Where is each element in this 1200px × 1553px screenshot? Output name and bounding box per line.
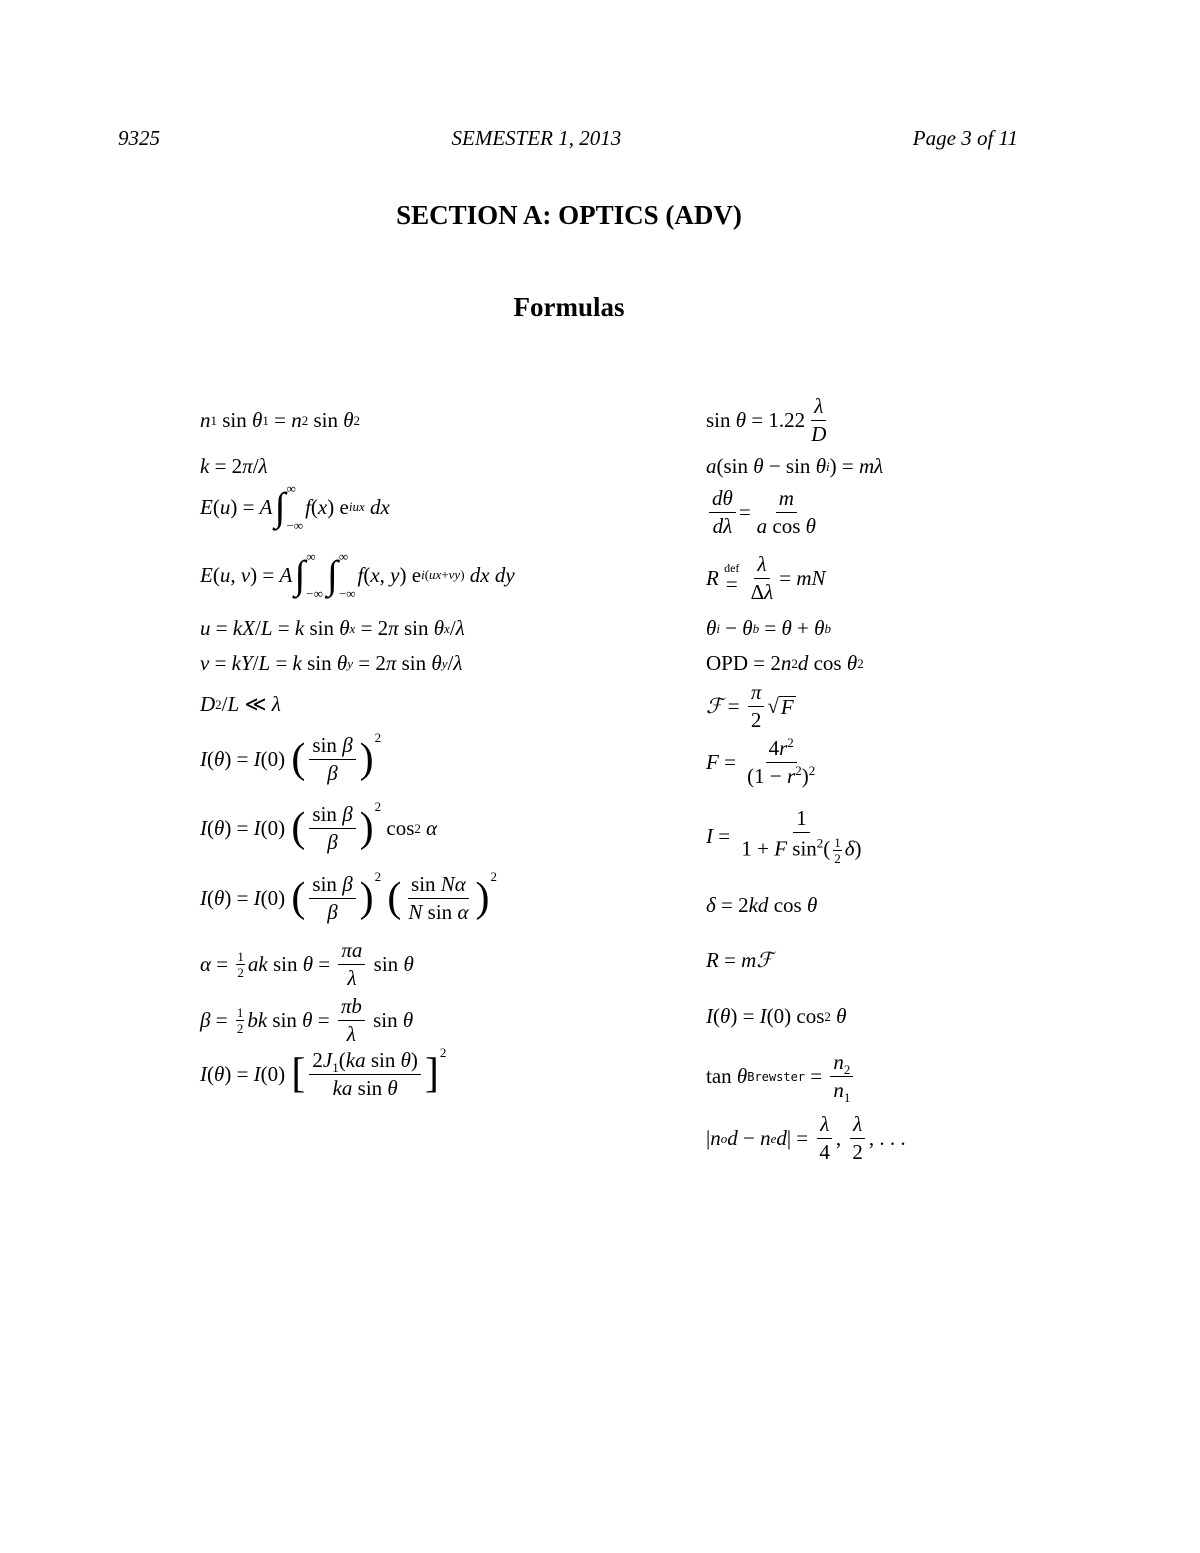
exam-code: 9325 [118, 126, 160, 150]
formula-blaze: θ i − θ b = θ + θ b [706, 616, 831, 640]
formula-airy: I ( θ ) = I (0) [ $\frac{2J_1(ka \sin \theta)}{\text{ka sin θ}}$ ] $^2$ [200, 1044, 447, 1100]
formula-angular-dispersion: $\frac{d\theta}{d\lambda}$ = $\frac{m}{\text{a cos θ}}$ [706, 488, 822, 537]
formula-phase-difference: δ = 2 kd cos θ [706, 893, 818, 917]
formula-opd: OPD = 2 n 2 d cos θ 2 [706, 651, 864, 675]
formula-double-slit: I ( θ ) = I (0) ( $\frac{\text{sin β}}{\beta}$ ) $^2$ cos 2 α [200, 798, 438, 854]
formula-grating: I ( θ ) = I (0) ( $\frac{\text{sin β}}{\beta}$ ) $^2$ ( $\frac{\text{sin Nα}}{\text{N sin α}}$ ) $^2$ [200, 868, 497, 924]
page-header [118, 126, 1018, 151]
page-number: Page 3 of 11 [912, 126, 1018, 150]
formula-waveplate: | n o d − n e d | = $\frac{\lambda}{4}$ , $\frac{\lambda}{2}$ , . . . [706, 1112, 906, 1164]
formula-finesse: ℱ = $\frac{\pi}{2}$ √ F [706, 680, 794, 732]
formula-malus: I ( θ ) = I (0) cos 2 θ [706, 1004, 847, 1028]
formula-beta: β = $\frac{1}{2}$ bk sin θ = $\frac{\pi b}{\lambda}$ sin θ [200, 994, 414, 1046]
formula-single-slit: I ( θ ) = I (0) ( $\frac{\text{sin β}}{\beta}$ ) $^2$ [200, 729, 382, 785]
formula-alpha: α = $\frac{1}{2}$ ak sin θ = $\frac{\pi a}{\lambda}$ sin θ [200, 938, 414, 990]
formula-brewster: tan θ Brewster = $\frac{n_2}{n_1}$ [706, 1052, 856, 1101]
formula-airy-function: I = 1 1 + F $\sin^2$( $\frac{1}{2}$ δ) [706, 806, 862, 866]
formula-u: u = kX / L = k sin θ x = 2 π sin θ x / λ [200, 616, 465, 640]
formula-coefficient-of-finesse: F = $\frac{4r^2}{(1 - r^2)^2}$ [706, 735, 816, 788]
formula-grating-equation: a (sin θ − sin θ i ) = mλ [706, 454, 884, 478]
formula-fourier-1d: E ( u ) = A ∫ ∞ −∞ f ( x ) e iux dx [200, 481, 390, 533]
formula-snell: n 1 sin θ 1 = n 2 sin θ 2 [200, 408, 361, 432]
formula-resolving-power: R def = $\frac{\lambda}{\Delta\lambda}$ = mN [706, 552, 826, 604]
formula-fourier-2d: E ( u , v ) = A ∫ ∞ −∞ ∫ ∞ −∞ f ( x , y ) e i(ux+vy) dx dy [200, 549, 515, 601]
formula-rayleigh: sin θ = 1.22 $\frac{\lambda}{D}$ [706, 394, 827, 446]
semester-label: SEMESTER 1, 2013 [451, 126, 622, 150]
formula-v: v = kY / L = k sin θ y = 2 π sin θ y / λ [200, 651, 463, 675]
formula-resolving-finesse: R = mℱ [706, 948, 773, 972]
formula-wavenumber: k = 2 π / λ [200, 454, 268, 478]
section-title: SECTION A: OPTICS (ADV) [396, 200, 742, 230]
formulas-heading: Formulas [513, 292, 625, 322]
formula-fraunhofer: D 2 / L ≪ λ [200, 692, 281, 716]
